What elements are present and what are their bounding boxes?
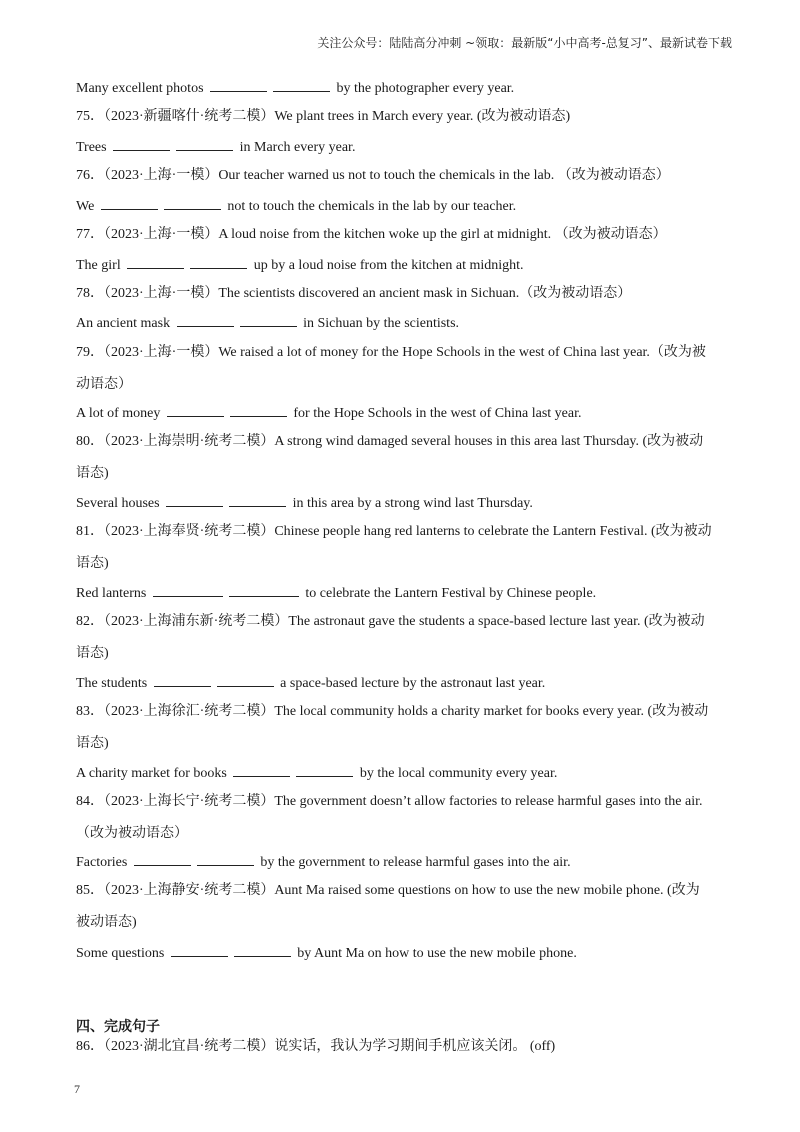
answer-line	[76, 853, 571, 872]
answer-line	[76, 764, 557, 783]
answer-blank[interactable]	[240, 314, 297, 327]
answer-line	[76, 944, 577, 963]
question-line	[76, 167, 670, 185]
answer-prefix: Some questions	[76, 946, 165, 961]
answer-suffix: for the Hope Schools in the west of China last year.	[293, 406, 582, 421]
answer-blank[interactable]	[134, 853, 191, 866]
question-text: 语态)	[76, 556, 109, 571]
answer-suffix: a space-based lecture by the astronaut last year.	[280, 676, 546, 691]
question-text: 动语态）	[76, 377, 132, 392]
question-text: 语态)	[76, 466, 109, 481]
question-text: 83．（2023·上海徐汇·统考二模）The local community holds a charity market for books every year. (改为被动	[76, 704, 709, 719]
page-number: 7	[74, 1082, 80, 1096]
answer-line	[76, 197, 516, 216]
question-text: 81．（2023·上海奉贤·统考二模）Chinese people hang red lanterns to celebrate the Lantern Festival. (改为被动	[76, 524, 712, 539]
question-text: 82．（2023·上海浦东新·统考二模）The astronaut gave the students a space-based lecture last year. (改为被动	[76, 614, 705, 629]
answer-line	[76, 256, 524, 275]
question-line: 86．（2023·湖北宜昌·统考二模）说实话，我认为学习期间手机应该关闭。 (off)	[76, 1039, 556, 1054]
question-text: 76．（2023·上海·一模）Our teacher warned us not to touch the chemicals in the lab. （改为被动语态）	[76, 168, 670, 183]
answer-prefix: Red lanterns	[76, 586, 147, 601]
answer-blank[interactable]	[176, 138, 233, 151]
answer-suffix: to celebrate the Lantern Festival by Chinese people.	[305, 586, 597, 601]
answer-prefix: We	[76, 199, 95, 214]
question-text: 77．（2023·上海·一模）A loud noise from the kitchen woke up the girl at midnight. （改为被动语态）	[76, 227, 667, 242]
answer-line	[76, 404, 582, 423]
answer-suffix: in this area by a strong wind last Thursday.	[292, 496, 533, 511]
answer-blank[interactable]	[177, 314, 234, 327]
answer-blank[interactable]	[190, 256, 247, 269]
question-line	[76, 285, 631, 303]
question-line	[76, 793, 702, 811]
question-line	[76, 735, 109, 753]
answer-suffix: by Aunt Ma on how to use the new mobile phone.	[297, 946, 577, 961]
answer-prefix: The students	[76, 676, 148, 691]
answer-blank[interactable]	[153, 584, 223, 597]
question-text: 79．（2023·上海·一模）We raised a lot of money for the Hope Schools in the west of China last year.（改为被	[76, 345, 706, 360]
question-line	[76, 344, 706, 362]
answer-blank[interactable]	[197, 853, 254, 866]
answer-line	[76, 584, 596, 603]
answer-blank[interactable]	[217, 674, 274, 687]
answer-prefix: Several houses	[76, 496, 160, 511]
answer-blank[interactable]	[164, 197, 221, 210]
question-line	[76, 825, 188, 843]
answer-suffix: in March every year.	[239, 140, 356, 155]
question-line	[76, 376, 132, 394]
question-line	[76, 226, 667, 244]
answer-line	[76, 138, 355, 157]
question-line	[76, 433, 703, 451]
question-line	[76, 523, 712, 541]
answer-suffix: by the local community every year.	[359, 766, 558, 781]
question-line	[76, 882, 700, 900]
section-title: 四、完成句子	[76, 1019, 160, 1035]
question-text: 84．（2023·上海长宁·统考二模）The government doesn’t allow factories to release harmful gases into the air.	[76, 794, 703, 809]
answer-prefix: Factories	[76, 855, 128, 870]
answer-blank[interactable]	[166, 494, 223, 507]
question-text: 语态)	[76, 646, 109, 661]
question-text: 85．（2023·上海静安·统考二模）Aunt Ma raised some questions on how to use the new mobile phone. (改为	[76, 883, 700, 898]
answer-prefix: Trees	[76, 140, 107, 155]
answer-suffix: up by a loud noise from the kitchen at midnight.	[253, 258, 524, 273]
answer-blank[interactable]	[273, 79, 330, 92]
question-line	[76, 703, 708, 721]
question-line	[76, 465, 109, 483]
question-line	[76, 108, 570, 126]
answer-blank[interactable]	[233, 764, 290, 777]
question-text: （改为被动语态）	[76, 826, 188, 841]
question-text: 被动语态)	[76, 915, 137, 930]
question-line	[76, 645, 109, 663]
answer-prefix: The girl	[76, 258, 121, 273]
question-text: 75．（2023·新疆喀什·统考二模）We plant trees in March every year. (改为被动语态)	[76, 109, 571, 124]
answer-blank[interactable]	[101, 197, 158, 210]
question-line	[76, 613, 705, 631]
answer-suffix: in Sichuan by the scientists.	[303, 316, 460, 331]
answer-blank[interactable]	[154, 674, 211, 687]
answer-prefix: An ancient mask	[76, 316, 171, 331]
answer-prefix: A lot of money	[76, 406, 161, 421]
answer-blank[interactable]	[113, 138, 170, 151]
answer-blank[interactable]	[210, 79, 267, 92]
answer-line	[76, 79, 514, 98]
answer-line	[76, 674, 545, 693]
answer-line	[76, 314, 459, 333]
answer-blank[interactable]	[229, 494, 286, 507]
question-text: 80．（2023·上海崇明·统考二模）A strong wind damaged several houses in this area last Thursday. (改为被动	[76, 434, 704, 449]
answer-suffix: not to touch the chemicals in the lab by our teacher.	[227, 199, 517, 214]
answer-suffix: by the photographer every year.	[336, 81, 515, 96]
question-text: 语态)	[76, 736, 109, 751]
page-header: 关注公众号：陆陆高分冲刺 ~领取：最新版“小中高考-总复习”、最新试卷下载	[317, 36, 732, 50]
answer-blank[interactable]	[296, 764, 353, 777]
answer-blank[interactable]	[230, 404, 287, 417]
answer-prefix: Many excellent photos	[76, 81, 204, 96]
answer-blank[interactable]	[127, 256, 184, 269]
answer-prefix: A charity market for books	[76, 766, 227, 781]
answer-blank[interactable]	[234, 944, 291, 957]
question-line	[76, 555, 109, 573]
question-line	[76, 914, 137, 932]
question-text: 78．（2023·上海·一模）The scientists discovered an ancient mask in Sichuan.（改为被动语态）	[76, 286, 632, 301]
answer-line	[76, 494, 533, 513]
answer-suffix: by the government to release harmful gases into the air.	[260, 855, 571, 870]
answer-blank[interactable]	[167, 404, 224, 417]
answer-blank[interactable]	[229, 584, 299, 597]
answer-blank[interactable]	[171, 944, 228, 957]
